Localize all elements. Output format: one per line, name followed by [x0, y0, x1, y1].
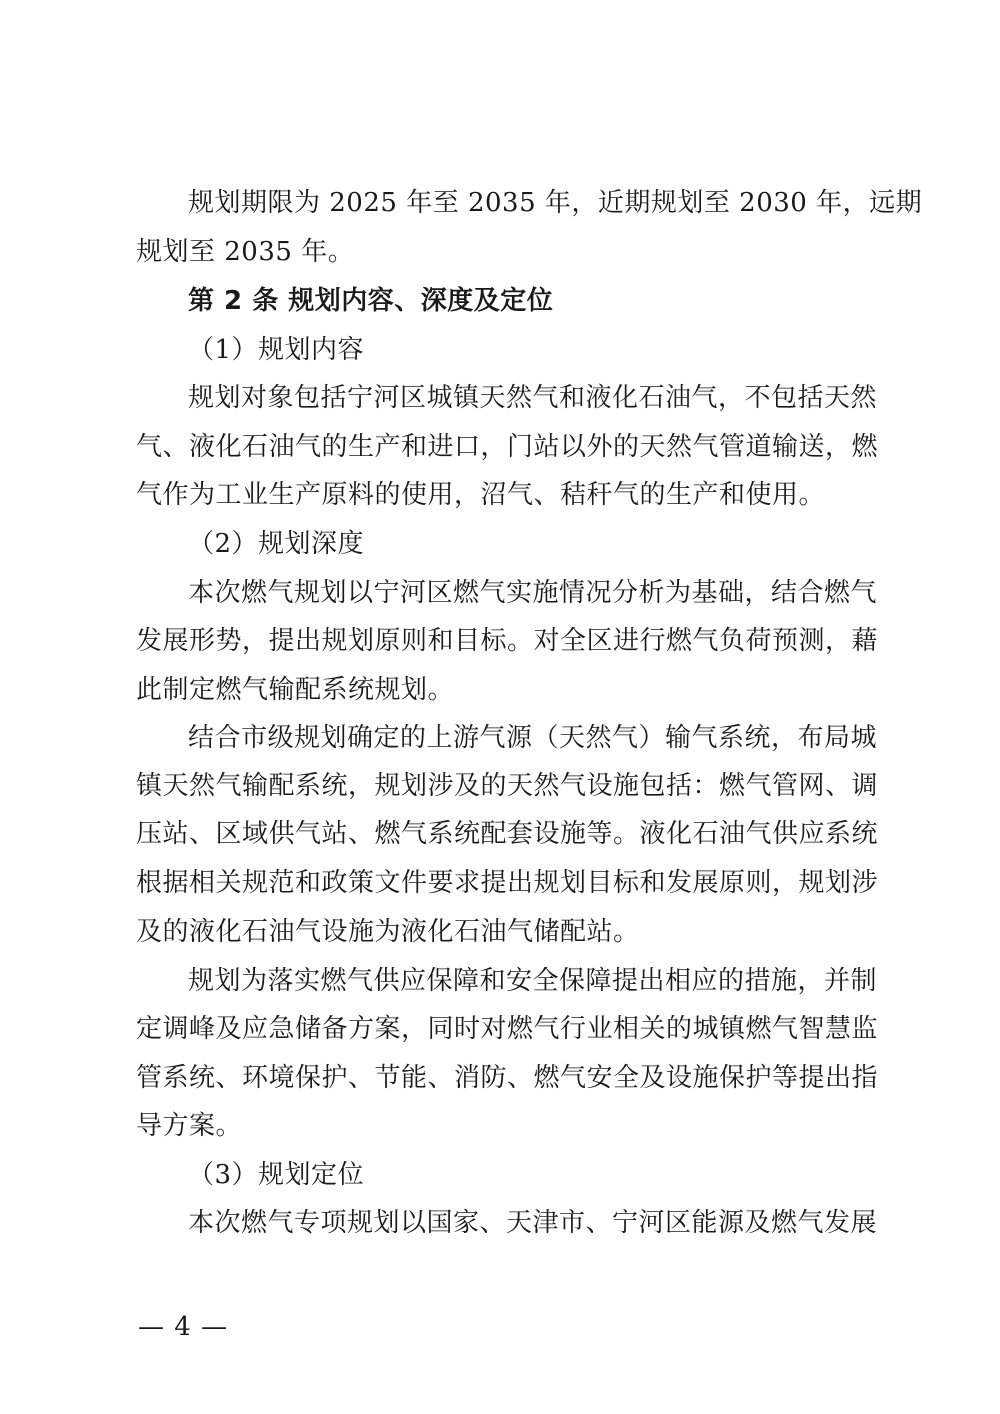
paragraph-line: 压站、区域供气站、燃气系统配套设施等。液化石油气供应系统 [136, 819, 879, 849]
paragraph-line: 规划期限为 2025 年至 2035 年，近期规划至 2030 年，远期 [188, 188, 923, 218]
paragraph-line: 规划为落实燃气供应保障和安全保障提出相应的措施，并制 [188, 966, 878, 996]
paragraph-line: 管系统、环境保护、节能、消防、燃气安全及设施保护等提出指 [136, 1063, 879, 1093]
section-heading: （1）规划内容 [188, 335, 365, 365]
paragraph-line: 气、液化石油气的生产和进口，门站以外的天然气管道输送，燃 [136, 432, 879, 462]
section-heading: （2）规划深度 [188, 529, 365, 559]
paragraph-line: 本次燃气规划以宁河区燃气实施情况分析为基础，结合燃气 [188, 578, 878, 608]
paragraph-line: 根据相关规范和政策文件要求提出规划目标和发展原则，规划涉 [136, 868, 879, 898]
paragraph-line: 规划对象包括宁河区城镇天然气和液化石油气，不包括天然 [188, 383, 878, 413]
paragraph-line: 规划至 2035 年。 [136, 237, 355, 267]
paragraph-line: 本次燃气专项规划以国家、天津市、宁河区能源及燃气发展 [188, 1208, 878, 1238]
paragraph-line: 气作为工业生产原料的使用，沼气、秸秆气的生产和使用。 [136, 480, 826, 510]
paragraph-line: 定调峰及应急储备方案，同时对燃气行业相关的城镇燃气智慧监 [136, 1014, 879, 1044]
paragraph-line: 发展形势，提出规划原则和目标。对全区进行燃气负荷预测，藉 [136, 626, 879, 656]
paragraph-line: 此制定燃气输配系统规划。 [136, 675, 455, 705]
page-number: — 4 — [138, 1312, 229, 1342]
article-heading: 第 2 条 规划内容、深度及定位 [188, 286, 554, 316]
paragraph-line: 结合市级规划确定的上游气源（天然气）输气系统，布局城 [188, 723, 878, 753]
paragraph-line: 导方案。 [136, 1111, 243, 1141]
paragraph-line: 镇天然气输配系统，规划涉及的天然气设施包括：燃气管网、调 [136, 771, 879, 801]
paragraph-line: 及的液化石油气设施为液化石油气储配站。 [136, 917, 640, 947]
section-heading: （3）规划定位 [188, 1160, 365, 1190]
